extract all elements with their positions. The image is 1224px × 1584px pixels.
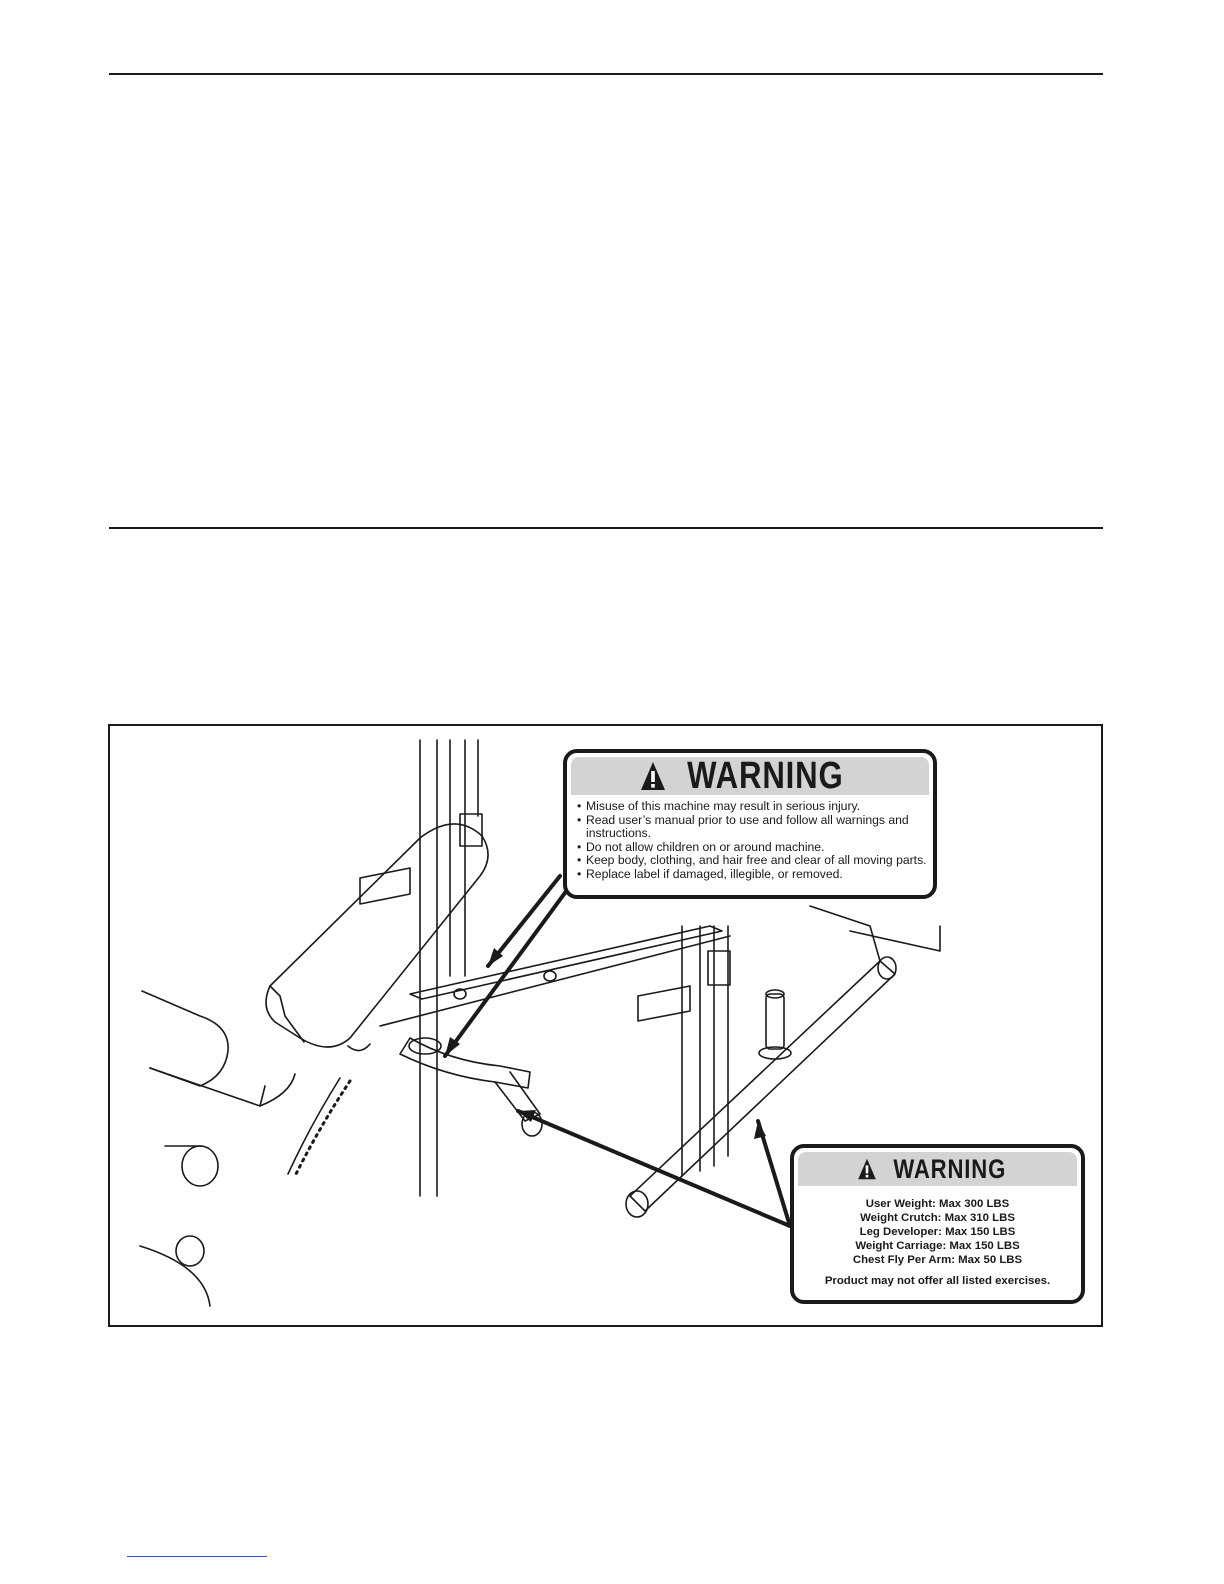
list-item: Weight Carriage: Max 150 LBS (855, 1240, 1020, 1252)
warning-label-weight-limits (790, 1144, 1085, 1304)
seat-pad (142, 991, 295, 1106)
arrow-heads (445, 948, 766, 1139)
leg-developer-tube (400, 1038, 542, 1136)
list-item: Chest Fly Per Arm: Max 50 LBS (852, 1254, 1023, 1266)
list-item: • Replace label if damaged, illegible, or removed. (577, 868, 933, 882)
list-item: Weight Crutch: Max 310 LBS (860, 1212, 1015, 1224)
exercise-note: Product may not offer all listed exercises. (824, 1275, 1051, 1287)
list-item: • Keep body, clothing, and hair free and clear of all moving parts. (577, 854, 933, 868)
list-item: • Read user’s manual prior to use and follow all warnings and instructions. (577, 814, 933, 841)
warning-header (798, 1152, 1077, 1186)
warning-triangle-icon (640, 761, 666, 791)
warning-heading: WARNING (893, 1153, 1006, 1184)
middle-divider (109, 527, 1103, 529)
warning-triangle-icon (857, 1158, 877, 1180)
warning-heading: WARNING (686, 754, 844, 797)
list-item: • Misuse of this machine may result in serious injury. (577, 800, 933, 814)
adjuster-bar (288, 1078, 350, 1176)
weight-limits-list (794, 1197, 1081, 1267)
warning-bullet-list (577, 800, 933, 882)
list-item: • Do not allow children on or around machine. (577, 841, 933, 855)
list-item: Leg Developer: Max 150 LBS (859, 1226, 1016, 1238)
front-upright-right (638, 926, 791, 1176)
arrows (445, 876, 790, 1226)
warning-label-misuse (563, 749, 937, 899)
list-item: User Weight: Max 300 LBS (865, 1198, 1010, 1210)
warning-header (571, 754, 929, 797)
footer-link-underline[interactable] (127, 1556, 267, 1557)
top-divider (109, 73, 1103, 75)
backrest-pad (266, 824, 488, 1051)
rear-upright-left (360, 740, 482, 1196)
frame-rail (380, 926, 730, 1026)
roller-pads (140, 1146, 218, 1306)
warning-label-figure (108, 724, 1103, 1327)
